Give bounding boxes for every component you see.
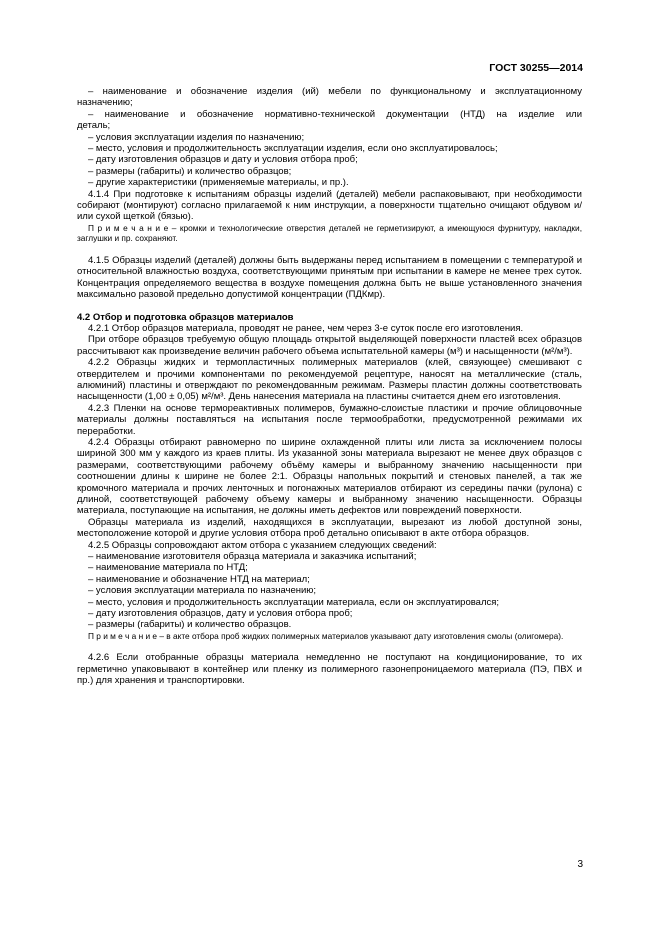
list-item: – дату изготовления образцов и дату и условия отбора проб; [88,154,358,166]
note: П р и м е ч а н и е – кромки и технологические отверстия деталей не герметизируют, а имеющуюся фурнитуру, накладки, заглушки и пр. сохраняют. [77,222,582,244]
section-heading: 4.2 Отбор и подготовка образцов материалов [77,311,294,323]
paragraph: 4.2.6 Если отобранные образцы материала немедленно не поступают на кондиционирование, то их герметично упаковывают в контейнер или пленку из полимерного газонепроницаемого материала (ПЭ, ПВХ и пр.) для хранения и транспортировки. [77,652,582,687]
list-item: – условия эксплуатации изделия по назначению; [88,131,305,143]
paragraph-gap [77,301,582,312]
document-body [77,86,582,687]
list-item: – наименование и обозначение НТД на материал; [88,573,310,585]
note: П р и м е ч а н и е – в акте отбора проб жидких полимерных материалов указывают дату изготовления смолы (олигомера). [88,630,564,641]
paragraph: 4.2.1 Отбор образцов материала, проводят не ранее, чем через 3-е суток после его изготовления. [88,322,524,334]
list-item: – условия эксплуатации материала по назначению; [88,585,317,597]
list-item: – место, условия и продолжительность эксплуатации материала, если он эксплуатировался; [88,596,500,608]
paragraph-gap [77,244,582,255]
paragraph: 4.2.5 Образцы сопровождают актом отбора с указанием следующих сведений: [88,539,437,551]
paragraph: 4.1.4 При подготовке к испытаниям образцы изделий (деталей) мебели распаковывают, при необходимости собирают (монтируют) согласно прилагаемой к ним инструкции, а поверхности тщательно очищают обдувом и/или сухой щеткой (бязью). [77,188,582,223]
list-item: – дату изготовления образцов, дату и условия отбора проб; [88,608,353,620]
paragraph: 4.2.4 Образцы отбирают равномерно по ширине охлажденной плиты или листа за исключением полосы шириной 300 мм у каждого из краев плиты. Из указанной зоны материала вырезают не менее двух образцов с размерами, соответствующими рабочему объёму камеры и выбранному значению насыщенности при соотношении длины к ширине не более 2:1. Образцы напольных покрытий и стеновых панелей, а так же кромочного материала и прочих ленточных и погонажных материалов отбирают из середины пачки (рулона) с длиной, соответствующей рабочему объему камеры и выбранному значению насыщенности. Образцы материала, поступающие на испытания, не должны иметь дефектов или повреждений поверхности. [77,436,582,517]
list-item: – наименование изготовителя образца материала и заказчика испытаний; [88,551,417,563]
paragraph-gap [77,641,582,652]
list-item-continuation: деталь; [77,120,111,132]
page-number: 3 [577,859,583,870]
list-item: – размеры (габариты) и количество образцов. [88,619,292,631]
list-item: – наименование и обозначение нормативно-технической документации (НТД) на изделие или [88,108,582,120]
list-item-continuation: назначению; [77,97,133,109]
list-item: – наименование и обозначение изделия (ий) мебели по функциональному и эксплуатационному [88,86,582,97]
paragraph: Образцы материала из изделий, находящихся в эксплуатации, вырезают из любой доступной зоны, местоположение которой и другие условия отбора проб детально описывают в акте отбора образцов. [77,516,582,540]
paragraph: 4.2.2 Образцы жидких и термопластичных полимерных материалов (клей, связующее) смешивают с отвердителем и прочими компонентами по рекомендуемой рецептуре, наносят на металлические (сталь, алюминий) пластины и отверждают по рекомендованным режимам. Размеры пластин должны соответствовать насыщенности (1,00 ± 0,05) м²/м³. День нанесения материала на пластины считается днем его изготовления. [77,357,582,403]
list-item: – место, условия и продолжительность эксплуатации изделия, если оно эксплуатировалось; [88,143,498,155]
list-item: – размеры (габариты) и количество образцов; [88,165,292,177]
paragraph: 4.1.5 Образцы изделий (деталей) должны быть выдержаны перед испытанием в помещении с температурой и относительной влажностью воздуха, соответствующими принятым при испытании в камере не менее трех суток. Концентрация определяемого вещества в воздухе помещения должна быть не выше установленного значения максимально разовой предельно допустимой концентрации (ПДКмр). [77,254,582,301]
list-item: – наименование материала по НТД; [88,562,248,574]
document-code: ГОСТ 30255—2014 [489,62,583,74]
paragraph: 4.2.3 Пленки на основе термореактивных полимеров, бумажно-слоистые пластики и прочие облицовочные материалы должны поставляться на испытания после термообработки, предусмотренной режимами их переработки. [77,402,582,437]
paragraph: При отборе образцов требуемую общую площадь открытой выделяющей поверхности пластей всех образцов рассчитывают как произведение величин рабочего объема испытательной камеры (м³) и насыщенности (м²/м³). [77,334,582,357]
list-item: – другие характеристики (применяемые материалы, и пр.). [88,177,349,189]
